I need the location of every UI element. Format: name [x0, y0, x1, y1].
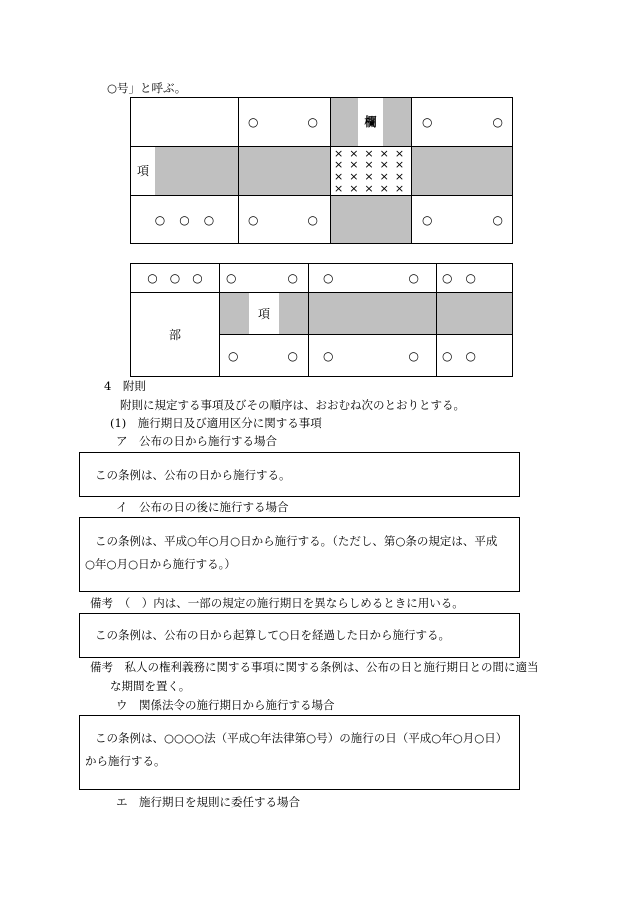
subitem-a-label: ア 公布の日から施行する場合 — [116, 434, 277, 448]
item-heading: (1) 施行期日及び適用区分に関する事項 — [110, 416, 322, 430]
cross-grid — [334, 147, 410, 195]
table2-cell-r3c3 — [309, 335, 437, 377]
example-text: この条例は、公布の日から起算して○日を経過した日から施行する。 — [95, 628, 451, 642]
table2-cell-r1c1 — [131, 264, 220, 293]
circle-mark: ○ — [408, 271, 419, 285]
example-text-line: この条例は、平成○年○月○日から施行する。（ただし、第○条の規定は、平成 — [95, 534, 498, 548]
circle-mark: ○ — [179, 212, 190, 227]
subitem-u-label: ウ 関係法令の施行期日から施行する場合 — [116, 698, 335, 712]
table2-cell-r3c2 — [220, 335, 309, 377]
column-label: 欄 — [358, 98, 383, 146]
table1-cell-r2c3 — [331, 147, 412, 196]
circle-mark: ○ — [203, 212, 215, 227]
circle-mark: ○ — [307, 115, 318, 129]
part-label: 部 — [131, 293, 220, 377]
table1-cell-r3c4 — [412, 196, 513, 244]
circle-mark: ○ — [248, 115, 259, 129]
example-box-i-2 — [79, 613, 520, 658]
table2-cell-r3c4 — [437, 335, 513, 377]
circle-mark: ○ — [323, 271, 334, 285]
example-box-a — [79, 452, 520, 497]
layout-table-2 — [130, 263, 513, 377]
circle-mark: ○ — [408, 348, 419, 363]
circle-mark: ○ — [228, 348, 239, 363]
circle-mark: ○ — [287, 271, 298, 285]
table1-cell-r2c1 — [131, 147, 239, 196]
circle-mark: ○ — [492, 212, 503, 227]
item-label: 項 — [249, 293, 279, 334]
circle-mark: ○ — [226, 271, 237, 285]
circle-mark: ○ — [422, 115, 433, 129]
table1-cell-r1c1 — [131, 98, 239, 147]
cross-row: ××××× — [334, 158, 411, 172]
remark-text-line: な期間を置く。 — [110, 679, 191, 693]
table1-cell-r2c4 — [412, 147, 513, 196]
table1-cell-r1c4 — [412, 98, 513, 147]
circle-mark: ○ — [248, 212, 259, 227]
cross-row: ××××× — [334, 181, 411, 195]
table1-cell-r3c1 — [131, 196, 239, 244]
item-label: 項 — [131, 147, 155, 195]
circle-mark: ○ — [192, 271, 203, 285]
table2-cell-r2c2 — [220, 293, 309, 335]
subitem-i-label: イ 公布の日の後に施行する場合 — [116, 500, 289, 514]
section-heading: 4 附則 — [104, 379, 146, 393]
intro-text: ○号」と呼ぶ。 — [107, 81, 187, 95]
example-text: この条例は、公布の日から施行する。 — [95, 468, 291, 482]
section-intro: 附則に規定する事項及びその順序は、おおむね次のとおりとする。 — [120, 398, 465, 412]
circle-mark: ○ — [465, 271, 476, 285]
table2-cell-r1c3 — [309, 264, 437, 293]
circle-mark: ○ — [307, 212, 318, 227]
circle-mark: ○ — [442, 348, 453, 363]
circle-mark: ○ — [422, 212, 433, 227]
cross-row: ××××× — [334, 170, 411, 183]
cross-row: ××××× — [334, 146, 411, 160]
circle-mark: ○ — [492, 115, 503, 129]
example-box-i — [79, 517, 520, 592]
table2-cell-r2c4 — [437, 293, 513, 335]
table1-cell-r3c2 — [239, 196, 331, 244]
example-text-line: ○年○月○日から施行する。） — [85, 557, 236, 571]
layout-table-1 — [130, 97, 513, 244]
table2-cell-r2c3 — [309, 293, 437, 335]
table2-cell-r1c2 — [220, 264, 309, 293]
table1-cell-r3c3 — [331, 196, 412, 244]
table1-cell-r1c2 — [239, 98, 331, 147]
circle-mark: ○ — [323, 348, 334, 363]
subitem-e-label: エ 施行期日を規則に委任する場合 — [116, 795, 300, 809]
circle-mark: ○ — [442, 271, 453, 285]
remark-text-line: 備考 私人の権利義務に関する事項に関する条例は、公布の日と施行期日との間に適当 — [90, 660, 539, 674]
circle-mark: ○ — [147, 271, 158, 285]
table1-cell-r1c3 — [331, 98, 412, 147]
table2-cell-r1c4 — [437, 264, 513, 293]
circle-mark: ○ — [287, 348, 298, 363]
example-text-line: から施行する。 — [85, 754, 166, 768]
circle-mark: ○ — [169, 271, 181, 285]
example-text-line: この条例は、○○○○法（平成○年法律第○号）の施行の日（平成○年○月○日） — [95, 731, 508, 745]
remark-text: 備考 （ ）内は、一部の規定の施行期日を異ならしめるときに用いる。 — [90, 596, 464, 610]
circle-mark: ○ — [154, 212, 166, 227]
table1-cell-r2c2 — [239, 147, 331, 196]
circle-mark: ○ — [465, 348, 476, 363]
example-box-u — [79, 715, 520, 790]
